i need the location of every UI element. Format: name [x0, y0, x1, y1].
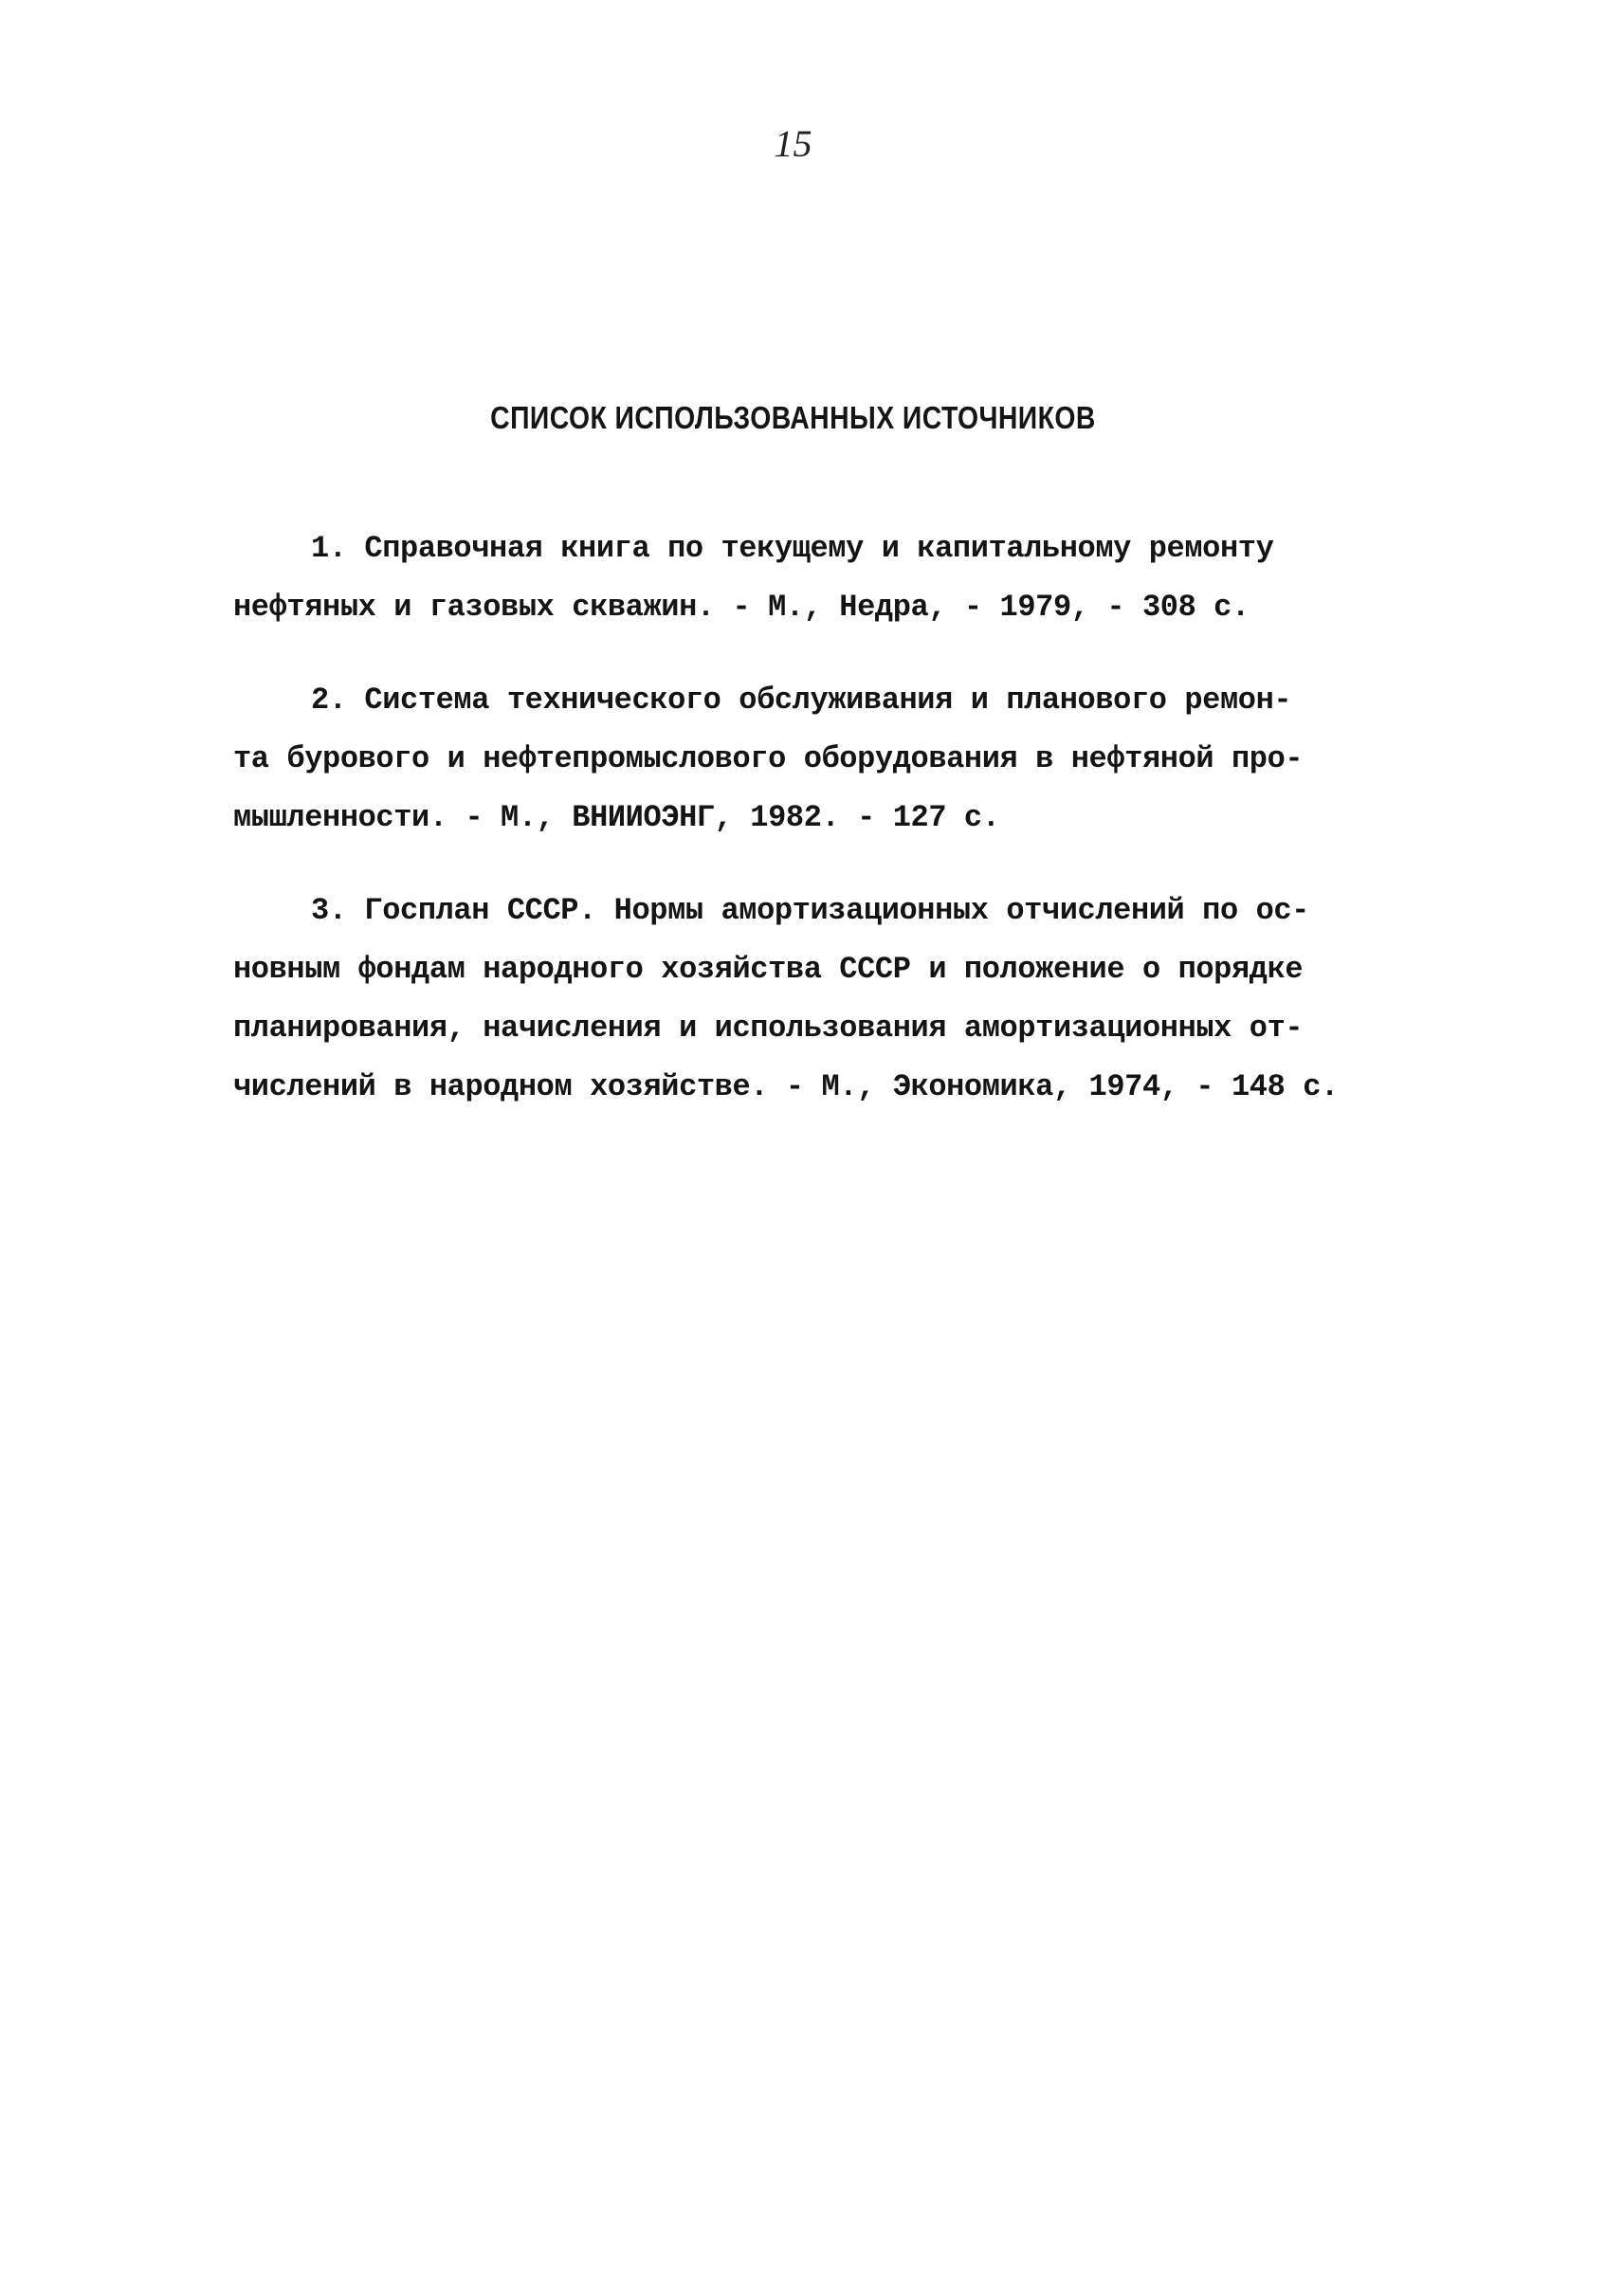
reference-item-2: [233, 671, 1409, 847]
reference-list: [233, 519, 1409, 1151]
reference-line: новным фондам народного хозяйства СССР и положение о порядке: [233, 952, 1304, 987]
reference-line: нефтяных и газовых скважин. - М., Недра, - 1979, - 308 с.: [233, 590, 1250, 625]
reference-line: числений в народном хозяйстве. - М., Экономика, 1974, - 148 с.: [233, 1069, 1339, 1104]
reference-line: 2. Система технического обслуживания и планового ремон-: [311, 683, 1292, 718]
page-title: СПИСОК ИСПОЛЬЗОВАННЫХ ИСТОЧНИКОВ: [490, 400, 1096, 435]
page-number: 15: [774, 122, 812, 165]
reference-line: планирования, начисления и использования амортизационных от-: [233, 1011, 1304, 1046]
reference-item-1: [233, 519, 1409, 637]
reference-line: 1. Справочная книга по текущему и капитальному ремонту: [311, 531, 1274, 566]
reference-item-3: [233, 882, 1409, 1117]
reference-line: мышленности. - М., ВНИИОЭНГ, 1982. - 127 с.: [233, 800, 1000, 835]
reference-line: та бурового и нефтепромыслового оборудования в нефтяной про-: [233, 741, 1304, 776]
reference-line: 3. Госплан СССР. Нормы амортизационных отчислений по ос-: [311, 893, 1309, 928]
